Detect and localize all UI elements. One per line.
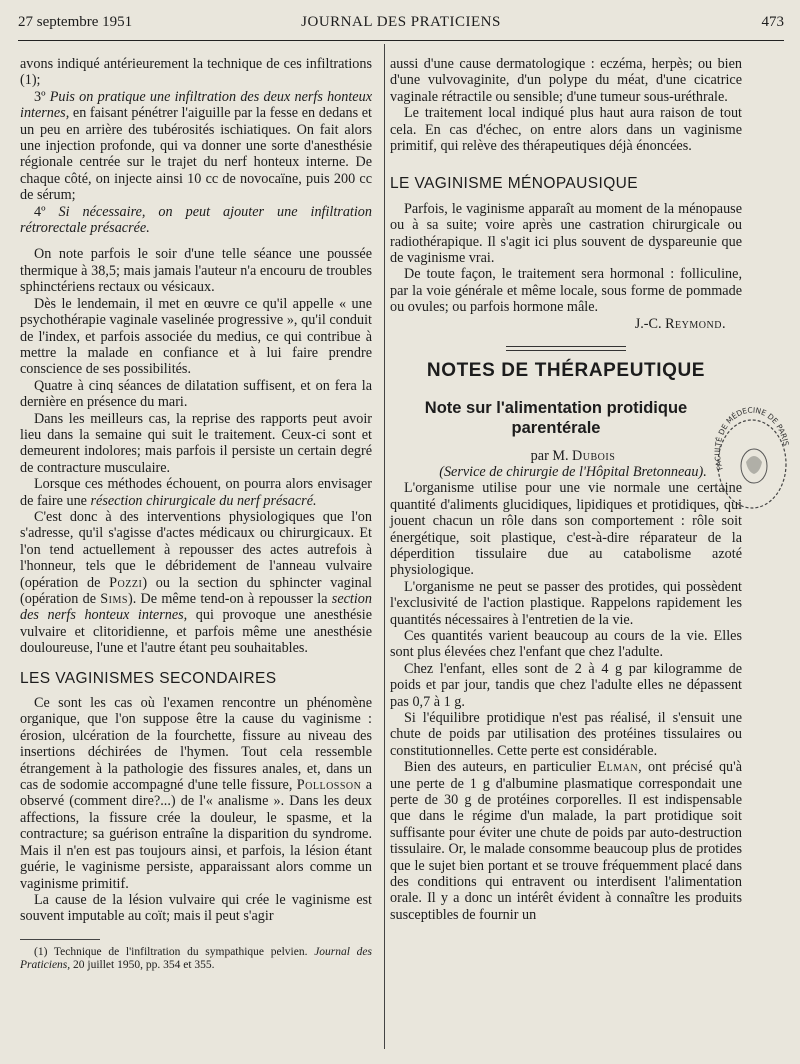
- paragraph: Si l'équilibre protidique n'est pas réalisé, il s'ensuit une chute de poids par utilisation des protéines tissulaires ou constitutionnelles. Cette perte est considérable.: [390, 710, 742, 759]
- paragraph: Dès le lendemain, il met en œuvre ce qu'il appelle « une psychothérapie vaginale vaselinée progressive », qu'il conduit de l'index, et parfois associée du medius, ce qui contribue à mettre la malade en confiance et à lui faire prendre conscience de ses possibilités.: [20, 295, 372, 378]
- double-rule-divider: [506, 346, 626, 351]
- running-header: [18, 14, 784, 38]
- header-page-number: 473: [761, 14, 784, 30]
- paragraph: Ces quantités varient beaucoup au cours de la vie. Elles sont plus élevées chez l'enfant que chez l'adulte.: [390, 627, 742, 661]
- list-item-3: 3º Puis on pratique une infiltration des deux nerfs honteux internes, en faisant pénétrer l'aiguille par la fesse en dedans et un peu en arrière des tubérosités ischiatiques. On fait alors une injection profonde, qui va donner une sorte d'anesthésie régionale centrée sur le trajet du nerf honteux interne. De chaque côté, on injecte ainsi 10 cc de novocaïne, puis 200 cc de sérum;: [20, 88, 372, 204]
- left-column: [20, 56, 372, 972]
- paragraph: Quatre à cinq séances de dilatation suffisent, et on fera la dernière en présence du mari.: [20, 377, 372, 411]
- paragraph: Bien des auteurs, en particulier Elman, ont précisé qu'à une perte de 1 g d'albumine plasmatique correspondait une perte de 30 g de protéines corporelles. Il est indispensable que dans le régime d'un malade, la part protidique soit suffisante pour éviter une chute de poids par auto-destruction tissulaire. Or, le malade consomme beaucoup plus de protides que le sujet bien portant et se trouve fréquemment placé dans des conditions qui entravent ou interdisent l'alimentation orale. Il y a donc un intérêt évident à connaître les produits susceptibles de fournir un: [390, 759, 742, 923]
- paragraph: Dans les meilleurs cas, la reprise des rapports peut avoir lieu dans la semaine qui suit le traitement. Ceux-ci sont et demeurent indolores; mais parfois il persiste un certain degré de contracture musculaire.: [20, 410, 372, 476]
- paragraph: La cause de la lésion vulvaire qui crée le vaginisme est souvent imputable au coït; mais il peut s'agir: [20, 891, 372, 925]
- article-title: Note sur l'alimentation protidique parentérale: [424, 398, 688, 437]
- column-divider: [384, 44, 385, 1049]
- library-stamp: [710, 402, 794, 522]
- stamp-lettering: FACULTÉ DE MÉDECINE DE PARIS: [712, 405, 791, 472]
- paragraph: L'organisme ne peut se passer des protides, qui possèdent l'exclusivité de l'action plastique. Rappelons rapidement les quantités nécessaires à l'entretien de la vie.: [390, 578, 742, 628]
- footnote-rule: [20, 939, 100, 940]
- header-rule: [18, 40, 784, 41]
- author-signature: J.-C. Reymond.: [634, 315, 726, 332]
- affiliation: (Service de chirurgie de l'Hôpital Bretonneau).: [439, 463, 707, 480]
- byline: par M. Dubois: [530, 447, 616, 464]
- paragraph: Le traitement local indiqué plus haut aura raison de tout cela. En cas d'échec, on entre alors dans un vaginisme primitif, qui relève des thérapeutiques déjà énoncées.: [390, 105, 742, 155]
- section-heading: LES VAGINISMES SECONDAIRES: [20, 669, 277, 687]
- footnote: (1) Technique de l'infiltration du sympathique pelvien. Journal des Praticiens, 20 juillet 1950, pp. 354 et 355.: [20, 945, 372, 971]
- paragraph: aussi d'une cause dermatologique : eczéma, herpès; ou bien d'une vulvovaginite, d'un polype du méat, d'une cicatrice vaginale rétractile ou sensible; d'une tumeur sous-uréthrale.: [390, 56, 742, 105]
- paragraph: On note parfois le soir d'une telle séance une poussée thermique à 38,5; mais jamais l'auteur n'a encouru de troubles sphinctériens rectaux ou vésicaux.: [20, 246, 372, 296]
- paragraph: L'organisme utilise pour une vie normale une certaine quantité d'aliments glucidiques, lipidiques et protidiques, qui jouent chacun un rôle dans son comportement : rôle soit énergétique, soit plastique, c'est-à-dire réparateur de la déperdition tissulaire due au catabolisme azoté physiologique.: [390, 480, 742, 579]
- paragraph: Lorsque ces méthodes échouent, on pourra alors envisager de faire une résection chirurgicale du nerf présacré.: [20, 476, 372, 509]
- header-date: 27 septembre 1951: [18, 14, 133, 30]
- section-heading: LE VAGINISME MÉNOPAUSIQUE: [390, 175, 639, 193]
- paragraph: De toute façon, le traitement sera hormonal : folliculine, par la voie générale et même locale, sous forme de pommade ou ovules; ou parfois hormone mâle.: [390, 266, 742, 316]
- header-journal-title: JOURNAL DES PRATICIENS: [301, 14, 501, 30]
- paragraph: Parfois, le vaginisme apparaît au moment de la ménopause ou à sa suite; voire après une castration chirurgicale ou radiothérapique. Il s'agit ici plus souvent de dyspareunie que de vaginisme vrai.: [390, 200, 742, 267]
- right-column: [390, 56, 742, 923]
- paragraph: C'est donc à des interventions physiologiques que l'on s'adresse, qu'il s'agisse d'actes médicaux ou chirurgicaux. Et l'on tend actuellement à repousser des actes autrefois à l'honneur, tels que le débridement de l'anneau vulvaire (opération de Pozzi) ou la section du sphincter vaginal (opération de Sims). De même tend-on à repousser la section des nerfs honteux internes, qui provoque une anesthésie vulvaire et clitoridienne, et parfois même une anesthésie douloureuse, l'une et l'autre étant peu souhaitables.: [20, 508, 372, 657]
- paragraph: Chez l'enfant, elles sont de 2 à 4 g par kilogramme de poids et par jour, tandis que chez l'adulte elles ne dépassent pas 0,7 à 1 g.: [390, 660, 742, 710]
- rubric-title: NOTES DE THÉRAPEUTIQUE: [426, 360, 706, 382]
- list-item-4: 4º Si nécessaire, on peut ajouter une infiltration rétrorectale présacrée.: [20, 203, 372, 237]
- paragraph: Ce sont les cas où l'examen rencontre un phénomène organique, que l'on suppose être la cause du vaginisme : érosion, ulcération de la fourchette, fissure au niveau des insertions déchirées de l'hymen. Tout cela ressemble étrangement à la pathologie des fissures anales, et, dans un cas de sodomie accompagné d'une telle fissure, Pollosson a observé (comment dire?...) de l'« analisme ». Dans les deux affections, la fissure crée la douleur, le spasme, et la contracture; sa guérison entraîne la disparition du syndrome. Mais il n'en est pas toujours ainsi, et parfois, la lésion étant guérie, le vaginisme persiste, apparaissant alors comme un vaginisme primitif.: [20, 695, 372, 892]
- paragraph: avons indiqué antérieurement la technique de ces infiltrations (1);: [20, 56, 372, 89]
